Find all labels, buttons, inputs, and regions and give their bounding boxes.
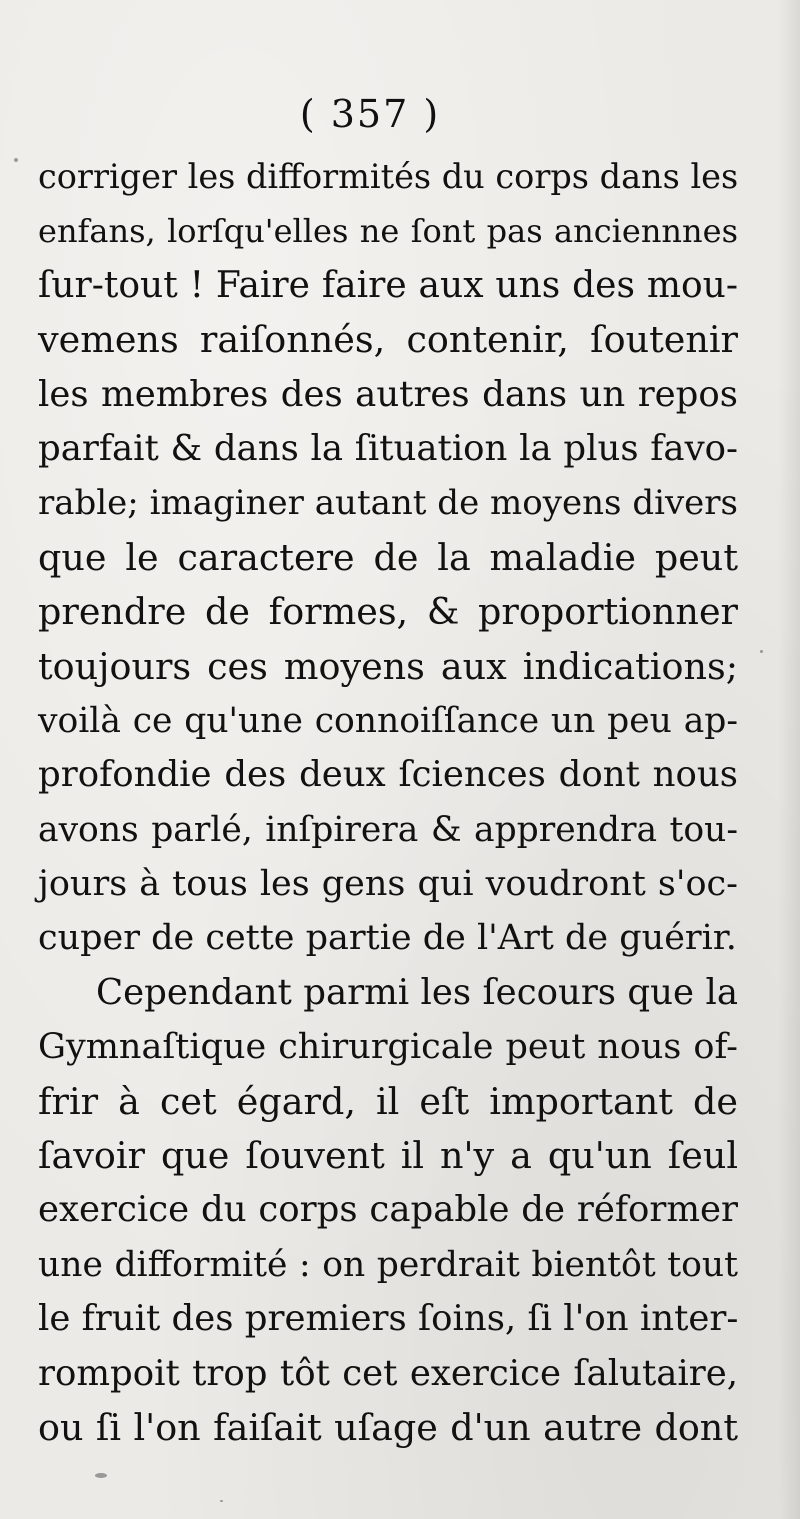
text-line: rompoit trop tôt cet exercice ſalutaire, bbox=[38, 1352, 738, 1394]
page-number: ( 357 ) bbox=[299, 92, 441, 136]
text-line: jours à tous les gens qui voudront s'oc- bbox=[38, 864, 738, 905]
text-line: enfans, lorſqu'elles ne ſont pas anciennnes bbox=[38, 212, 738, 251]
text-line: une difformité : on perdrait bientôt tout bbox=[38, 1244, 738, 1285]
text-line: voilà ce qu'une connoiſſance un peu ap- bbox=[38, 700, 738, 741]
text-line: avons parlé, inſpirera & apprendra tou- bbox=[38, 809, 738, 850]
text-line: Gymnaſtique chirurgicale peut nous of- bbox=[38, 1027, 738, 1068]
text-line: ou ſi l'on faiſait uſage d'un autre dont bbox=[38, 1405, 738, 1449]
text-line: que le caractere de la maladie peut bbox=[38, 535, 738, 579]
ink-speck bbox=[760, 650, 763, 653]
text-line: ſur-tout ! Faire faire aux uns des mou- bbox=[38, 264, 738, 306]
text-line: exercice du corps capable de réformer bbox=[38, 1189, 738, 1231]
text-line: profondie des deux ſciences dont nous bbox=[38, 754, 738, 796]
text-line: ſavoir que ſouvent il n'y a qu'un ſeul bbox=[38, 1134, 738, 1178]
text-line: le fruit des premiers ſoins, ſi l'on inter- bbox=[38, 1298, 739, 1340]
text-line: prendre de formes, & proportionner bbox=[38, 590, 738, 634]
text-line: rable; imaginer autant de moyens divers bbox=[38, 483, 738, 524]
text-line: Cependant parmi les ſecours que la bbox=[96, 971, 738, 1013]
ink-speck bbox=[95, 1473, 107, 1478]
text-line: les membres des autres dans un repos bbox=[38, 373, 738, 415]
text-line: parfait & dans la ſituation la plus favo- bbox=[38, 427, 738, 469]
text-line: frir à cet égard, il eſt important de bbox=[38, 1079, 738, 1123]
ink-speck bbox=[14, 158, 18, 162]
text-line: cuper de cette partie de l'Art de guérir. bbox=[38, 918, 737, 959]
text-line: vemens raiſonnés, contenir, ſoutenir bbox=[38, 318, 738, 362]
text-line: corriger les difformités du corps dans les bbox=[38, 157, 739, 196]
ink-speck bbox=[220, 1500, 223, 1502]
text-line: toujours ces moyens aux indications; bbox=[38, 644, 738, 688]
body-text bbox=[38, 150, 738, 1455]
page-edge-shadow bbox=[778, 0, 800, 1519]
